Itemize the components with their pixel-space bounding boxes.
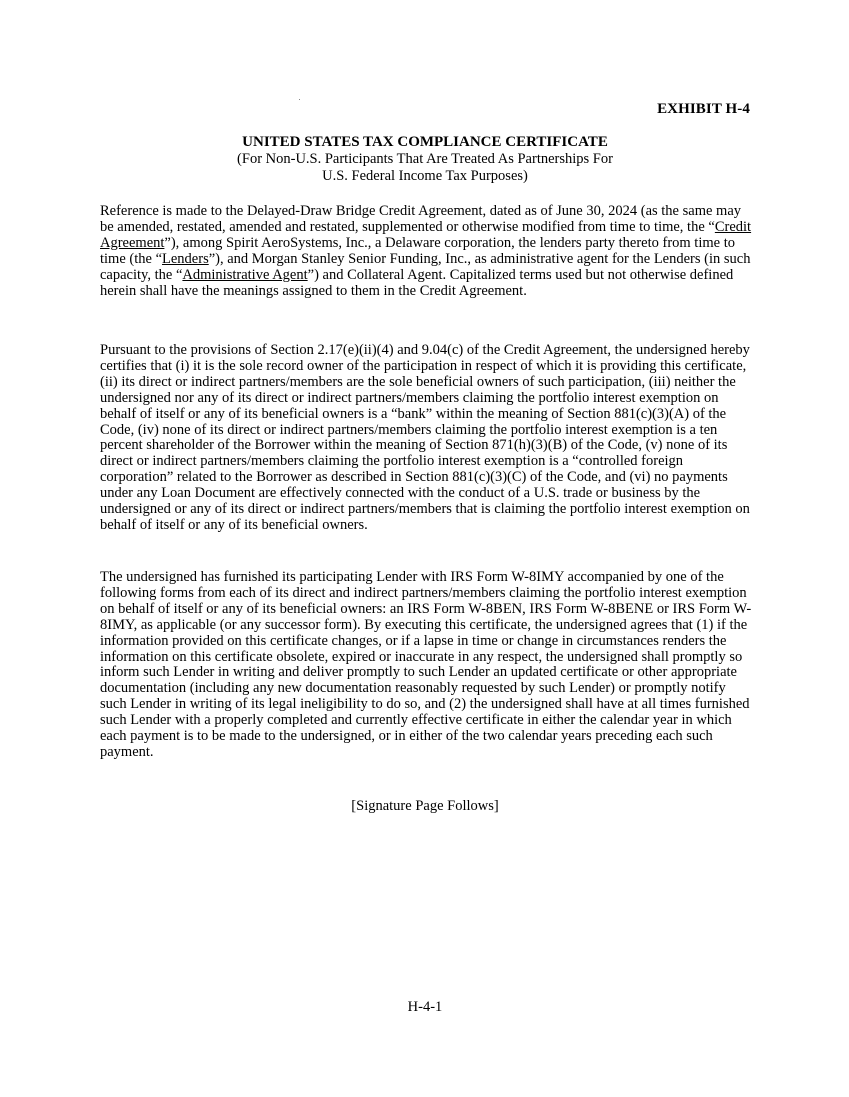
defined-term-lenders: Lenders bbox=[162, 250, 209, 267]
title-block bbox=[100, 134, 750, 185]
paragraph-forms: The undersigned has furnished its participating Lender with IRS Form W-8IMY accompanied by one of the following forms from each of its direct and indirect partners/members claiming the portfolio interest exemption on behalf of itself or any of its beneficial owners: an IRS Form W-8BEN, IRS Form W-8BENE or IRS Form W-8IMY, as applicable (or any successor form). By executing this certificate, the undersigned agrees that (1) if the information provided on this certificate changes, or if a lapse in time or change in circumstances renders the information on this certificate obsolete, expired or inaccurate in any respect, the undersigned shall promptly so inform such Lender in writing and deliver promptly to such Lender an updated certificate or other appropriate documentation (including any new documentation reasonably requested by such Lender) or promptly notify such Lender in writing of its legal ineligibility to do so, and (2) the undersigned shall have at all times furnished such Lender with a properly completed and currently effective certificate in either the calendar year in which each payment is to be made to the undersigned, or in either of the two calendar years preceding each such payment. bbox=[100, 569, 752, 760]
subtitle-line-1: (For Non-U.S. Participants That Are Treated As Partnerships For bbox=[237, 151, 613, 167]
p1-text-4: ”) and Collateral Agent. Capitalized terms used but not otherwise defined herein shall have the meanings assigned to them in the Credit Agreement. bbox=[100, 266, 734, 299]
document-title: UNITED STATES TAX COMPLIANCE CERTIFICATE bbox=[242, 134, 608, 150]
paragraph-reference bbox=[100, 204, 752, 299]
exhibit-label: EXHIBIT H-4 bbox=[657, 101, 750, 117]
signature-page-note: [Signature Page Follows] bbox=[351, 798, 499, 814]
paragraph-certification: Pursuant to the provisions of Section 2.17(e)(ii)(4) and 9.04(c) of the Credit Agreement, the undersigned hereby certifies that (i) it is the sole record owner of the participation in respect of which it is providing this certificate, (ii) its direct or indirect partners/members are the sole beneficial owners of such participation, (iii) neither the undersigned nor any of its direct or indirect partners/members claiming the portfolio interest exemption on behalf of itself or any of its beneficial owners is a “bank” within the meaning of Section 881(c)(3)(A) of the Code, (iv) none of its direct or indirect partners/members claiming the portfolio interest exemption is a ten percent shareholder of the Borrower within the meaning of Section 871(h)(3)(B) of the Code, (v) none of its direct or indirect partners/members claiming the portfolio interest exemption is a “controlled foreign corporation” related to the Borrower as described in Section 881(c)(3)(C) of the Code, and (vi) no payments under any Loan Document are effectively connected with the conduct of a U.S. trade or business by the undersigned or any of its direct or indirect partners/members that is claiming the portfolio interest exemption on behalf of itself or any of its beneficial owners. bbox=[100, 342, 750, 533]
p1-text-1: Reference is made to the Delayed-Draw Bridge Credit Agreement, dated as of June 30, 2024 (as the same may be amended, restated, amended and restated, supplemented or otherwise modified from time to time, the “ bbox=[100, 203, 742, 235]
p1-text-2: ”), among Spirit AeroSystems, Inc., a Delaware corporation, the lenders party thereto from time to time (the “ bbox=[100, 234, 735, 267]
page-number: H-4-1 bbox=[407, 999, 443, 1015]
scan-dot bbox=[299, 99, 300, 100]
defined-term-credit-agreement: Credit Agreement bbox=[100, 218, 752, 251]
subtitle-line-2: U.S. Federal Income Tax Purposes) bbox=[322, 168, 528, 184]
defined-term-administrative-agent: Administrative Agent bbox=[182, 266, 308, 283]
p1-text-3: ”), and Morgan Stanley Senior Funding, Inc., as administrative agent for the Lenders (in such capacity, the “ bbox=[100, 250, 751, 283]
